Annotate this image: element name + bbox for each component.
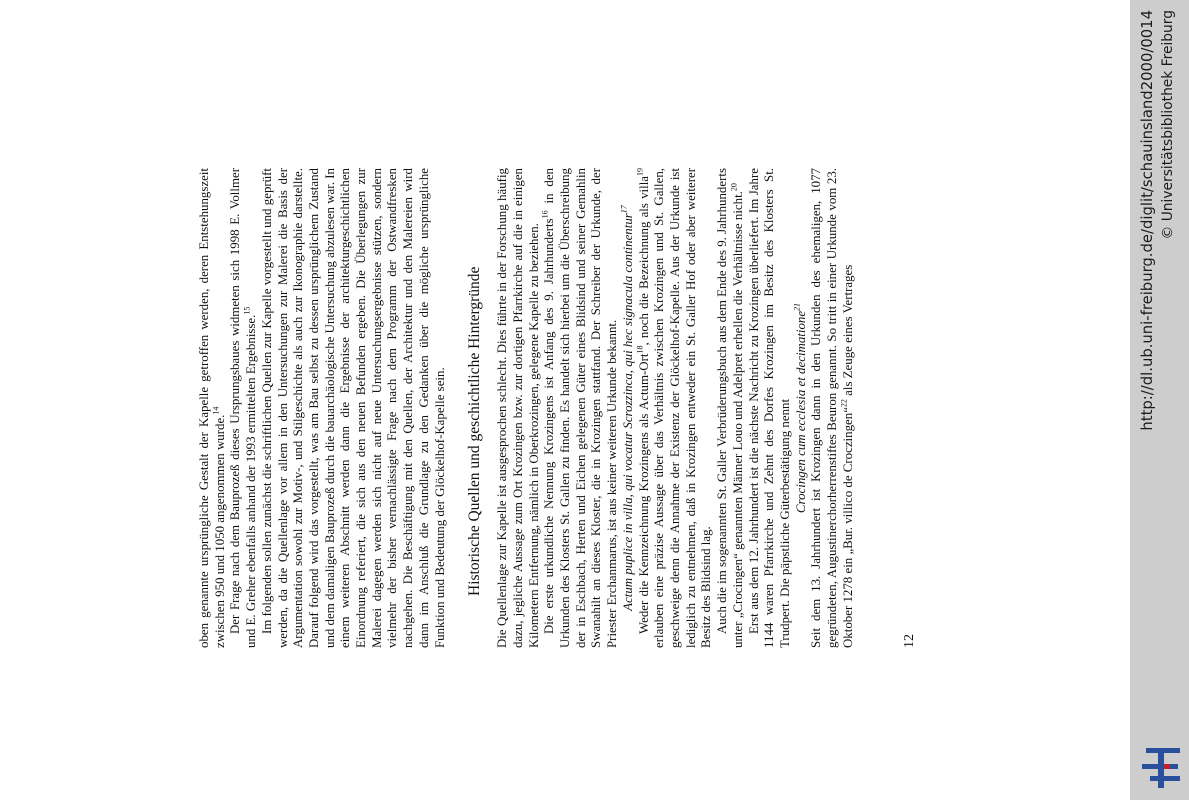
logo-middle-bar [1142, 764, 1178, 769]
paragraph-6: Auch die im sogenannten St. Galler Verbrüderungsbuch aus dem Ende des 9. Jahrhunderts unter „Crocingen“ genannten Männer Louo und Adelpret erhellen die Verhältnisse nicht.$^{20}$ [715, 168, 745, 648]
page-content [197, 168, 917, 648]
footnote-ref-16: 16 [541, 210, 551, 219]
footnote-ref-14: 14 [211, 406, 221, 415]
paragraph-2: Der Frage nach dem Bauprozeß dieses Ursprungsbaues widmeten sich 1998 E. Vollmer und E. Greher ebenfalls anhand der 1993 ermittelten Ergebnisse.$^{15}$ [228, 168, 259, 648]
logo-accent [1164, 764, 1170, 769]
footnote-ref-22: 22 [839, 399, 849, 408]
source-url-link[interactable]: http://dl.ub.uni-freiburg.de/diglit/schauinsland2000/0014 [1139, 10, 1156, 431]
ub-freiburg-logo-icon [1138, 744, 1184, 792]
section-heading: Historische Quellen und geschichtliche Hintergründe [466, 266, 484, 596]
paragraph-5: Weder die Kennzeichnung Krozingens als Actum-Ort$^{18}$, noch die Bezeichnung als villa$^{19}$ erlauben eine präzise Aussage über das Verhältnis zwischen Krozingen und St. Gallen, geschweige denn die Annahme der Existenz der Glöckelhof-Kapelle. Aus der Urkunde ist lediglich zu entnehmen, daß in Krozingen entweder ein St. Galler Hof oder aber weiterer Besitz des Blidsind lag. [635, 168, 714, 648]
footnote-ref-18: 18 [635, 345, 645, 354]
footnote-ref-21: 21 [792, 302, 802, 311]
footnote-ref-19: 19 [635, 168, 645, 176]
paragraph-3: Die Quellenlage zur Kapelle ist ausgesprochen schlecht. Dies führte in der Forschung häufig dazu, jegliche Aussage zum Ort Krozingen bzw. zur dortigen Pfarrkirche auf die in einigen Kilometern Entfernung, nämlich in Oberkrozingen, gelegene Kapelle zu beziehen. [495, 168, 541, 648]
paragraph-4: Die erste urkundliche Nennung Krozingens ist Anfang des 9. Jahrhunderts$^{16}$ in den Urkunden des Klosters St. Gallen zu finden. Es handelt sich hierbei um die Überschreibung der in Eschbach, Herten und Eichen gelegenen Güter eines Blidsind und seiner Gemahlin Swanahilt an dieses Kloster, die in Krozingen stattfand. Der Schreiber der Urkunde, der Priester Erchanmarus, ist aus keiner weiteren Urkunde bekannt. [541, 168, 620, 648]
paragraph-7: Erst aus dem 12. Jahrhundert ist die nächste Nachricht zu Krozingen überliefert. Im Jahre 1144 waren Pfarrkirche und Zehnt des Dorfes Krozingen im Besitz des Klosters St. Trudpert. Die päpstliche Güterbestätigung nennt [746, 168, 792, 648]
copyright-notice: © Universitätsbibliothek Freiburg [1160, 10, 1176, 240]
page-number: 12 [902, 634, 917, 648]
quote-2: Crocingen cum ecclesia et decimatione$^{21}$ [792, 302, 808, 514]
logo-graphic [1138, 744, 1184, 792]
paragraph-2b: Im folgenden sollen zunächst die schriftlichen Quellen zur Kapelle vorgestellt und geprüft werden, da die Quellenlage vor allem in den Untersuchungen zur Malerei die Basis der Argumentation sowohl zur Motiv-, und Stilgeschichte als auch zur Ikonographie darstellte. Darauf folgend wird das vorgestellt, was am Bau selbst zu dessen ursprünglichem Zustand und dem damaligen Bauprozeß durch die bauarchäologische Untersuchung abzulesen war. In einem weiteren Abschnitt werden dann die Ergebnisse der architekturgeschichtlichen Einordnung referiert, die sich aus den neuen Befunden ergeben. Die Überlegungen zur Malerei dagegen werden sich nicht auf neue Untersuchungsergebnisse stützen, sondern vielmehr der bisher vernachlässigte Frage nach dem Programm der Ostwandfresken nachgehen. Die Beschäftigung mit den Quellen, der Architektur und den Malereien wird dann im Anschluß die Grundlage zu den Gedanken über die mögliche ursprüngliche Funktion und Bedeutung der Glöckelhof-Kapelle sein. [259, 167, 447, 648]
paragraph-1: oben genannte ursprüngliche Gestalt der Kapelle getroffen werden, deren Entstehungszeit zwischen 950 und 1050 angenommen wurde.$^{14}$ [197, 168, 227, 648]
logo-lower-bar [1150, 776, 1180, 781]
footnote-ref-17: 17 [619, 205, 629, 214]
sidebar-text [1138, 8, 1182, 788]
footnote-ref-15: 15 [242, 306, 252, 315]
quote-1: Actum puplice in villa, qui vocatur Scrozzinca, qui hec signacula continentur$^{17}$ [619, 205, 635, 611]
footnote-ref-20: 20 [729, 183, 739, 192]
paragraph-8: Seit dem 13. Jahrhundert ist Krozingen dann in den Urkunden des ehemaligen, 1077 gegründeten, Augustinerchorherrenstiftes Beuron genannt. So tritt in einer Urkunde vom 23. Oktober 1278 ein „Bur. villico de Croczingen“$^{22}$ als Zeuge eines Vertrages [809, 168, 855, 648]
